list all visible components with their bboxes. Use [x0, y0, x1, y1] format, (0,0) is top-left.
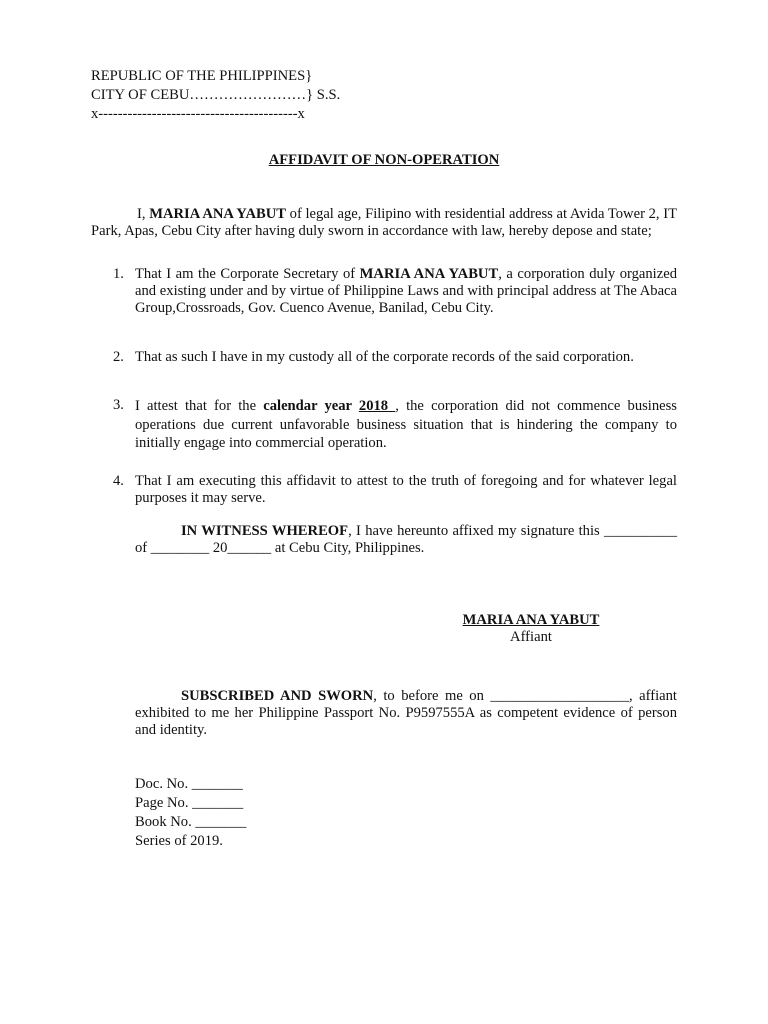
page-number: Page No. _______ — [135, 795, 244, 811]
witness-text: , I have hereunto affixed my signature this __________ of ________ 20______ at Cebu City, Philippines. — [135, 523, 677, 556]
witness-bold: IN WITNESS WHEREOF — [181, 523, 349, 539]
item-number: 1. — [113, 266, 124, 282]
caption-separator: x-----------------------------------------x — [91, 106, 305, 122]
intro-paragraph — [91, 206, 677, 240]
item-number: 4. — [113, 473, 124, 489]
affiant-name: MARIA ANA YABUT — [462, 612, 600, 628]
affiant-block — [420, 612, 642, 646]
item-text: That I am executing this affidavit to attest to the truth of foregoing and for whatever legal purposes it may serve. — [135, 473, 677, 506]
jurat-paragraph — [135, 688, 677, 739]
item-bold: MARIA ANA YABUT — [359, 266, 499, 282]
witness-paragraph — [135, 523, 677, 557]
intro-post: of legal age, Filipino with residential address at Avida Tower 2, IT Park, Apas, Cebu City after having duly sworn in accordance with law, hereby depose and state; — [91, 206, 677, 239]
list-item — [113, 349, 677, 366]
item-bold: calendar year — [263, 398, 359, 414]
calendar-year: 2018 — [358, 398, 396, 414]
jurat-text: , to before me on ___________________, affiant exhibited to me her Philippine Passport No. P9597555A as competent evidence of person and identity. — [135, 688, 677, 738]
doc-number: Doc. No. _______ — [135, 776, 243, 792]
jurat-bold: SUBSCRIBED AND SWORN — [181, 688, 374, 704]
book-number: Book No. _______ — [135, 814, 247, 830]
item-text: , a corporation duly organized and existing under and by virtue of Philippine Laws and with principal address at The Abaca Group,Crossroads, Gov. Cuenco Avenue, Banilad, Cebu City. — [135, 266, 677, 316]
affiant-role: Affiant — [510, 629, 552, 645]
series-year: Series of 2019. — [135, 833, 223, 849]
venue-caption — [91, 67, 411, 124]
item-text: That as such I have in my custody all of the corporate records of the said corporation. — [135, 349, 634, 365]
item-number: 2. — [113, 349, 124, 365]
item-text: I attest that for the — [135, 398, 264, 414]
list-item — [113, 397, 677, 453]
intro-name: MARIA ANA YABUT — [149, 206, 286, 222]
document-title: AFFIDAVIT OF NON-OPERATION — [268, 152, 500, 168]
item-number: 3. — [113, 397, 124, 413]
caption-republic: REPUBLIC OF THE PHILIPPINES} — [91, 68, 313, 84]
intro-pre: I, — [137, 206, 150, 222]
list-item — [113, 473, 677, 507]
caption-city: CITY OF CEBU……………………} S.S. — [91, 87, 341, 103]
item-text: , the corporation did not commence business operations due current unfavorable business situation that is hindering the company to initially engage into commercial operation. — [135, 398, 677, 451]
notarial-register — [135, 775, 385, 851]
item-text: That I am the Corporate Secretary of — [135, 266, 360, 282]
list-item — [113, 266, 677, 317]
